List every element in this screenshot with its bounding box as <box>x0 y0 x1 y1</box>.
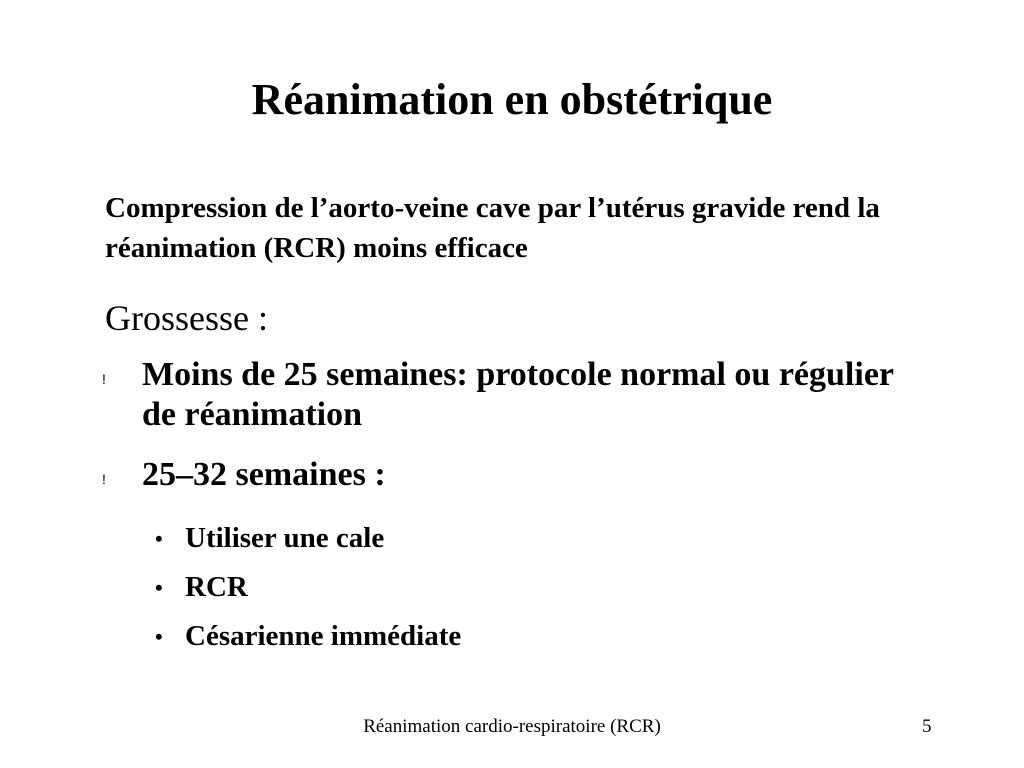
slide-title: Réanimation en obstétrique <box>251 75 773 124</box>
footer-text: Réanimation cardio-respiratoire (RCR) <box>363 716 661 737</box>
page-number: 5 <box>922 716 932 737</box>
sub-list-item-text: Utiliser une cale <box>185 522 385 554</box>
section-heading: Grossesse : <box>105 298 268 338</box>
sub-list-item <box>0 616 1024 656</box>
bullet-dot: • <box>155 526 163 551</box>
bullet-marker: ! <box>102 471 106 487</box>
bullet-marker: ! <box>102 371 106 387</box>
sub-list-item-text: RCR <box>185 571 248 603</box>
list-item-text: 25–32 semaines : <box>142 456 386 493</box>
bullet-dot: • <box>155 575 163 600</box>
intro-text: Compression de l’aorto-veine cave par l’utérus gravide rend la réanimation (RCR) moins efficace <box>105 192 880 264</box>
bullet-dot: • <box>155 624 163 649</box>
list-item-text: Moins de 25 semaines: protocole normal ou régulier de réanimation <box>142 356 894 433</box>
sub-list-item-text: Césarienne immédiate <box>185 620 462 652</box>
sub-list-item <box>0 567 1024 607</box>
sub-list-item <box>0 518 1024 558</box>
